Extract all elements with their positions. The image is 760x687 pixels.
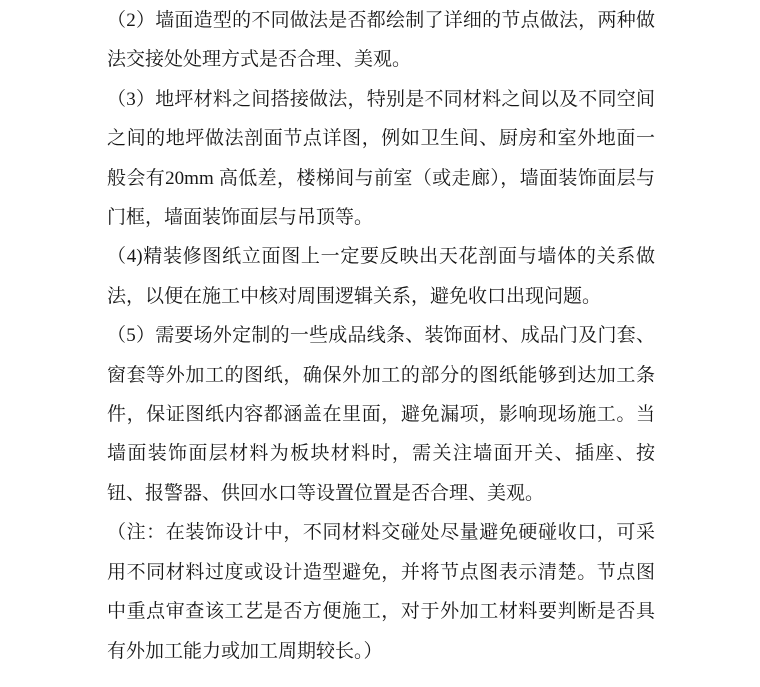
document-body bbox=[107, 1, 655, 671]
paragraph-item-5: （5）需要场外定制的一些成品线条、装饰面材、成品门及门套、窗套等外加工的图纸，确保外加工的部分的图纸能够到达加工条件，保证图纸内容都涵盖在里面，避免漏项，影响现场施工。当墙面装饰面层材料为板块材料时，需关注墙面开关、插座、按钮、报警器、供回水口等设置位置是否合理、美观。 bbox=[107, 325, 655, 504]
paragraph-item-4: （4)精装修图纸立面图上一定要反映出天花剖面与墙体的关系做法，以便在施工中核对周围逻辑关系，避免收口出现问题。 bbox=[107, 246, 655, 307]
paragraph-item-3: （3）地坪材料之间搭接做法，特别是不同材料之间以及不同空间之间的地坪做法剖面节点详图，例如卫生间、厨房和室外地面一般会有20mm 高低差，楼梯间与前室（或走廊），墙面装饰面层与门框，墙面装饰面层与吊顶等。 bbox=[107, 88, 655, 229]
paragraph-note: （注：在装饰设计中，不同材料交碰处尽量避免硬碰收口，可采用不同材料过度或设计造型避免，并将节点图表示清楚。节点图中重点审查该工艺是否方便施工，对于外加工材料要判断是否具有外加工能力或加工周期较长。） bbox=[107, 522, 655, 662]
paragraph-item-2: （2）墙面造型的不同做法是否都绘制了详细的节点做法，两种做法交接处处理方式是否合理、美观。 bbox=[107, 10, 655, 71]
